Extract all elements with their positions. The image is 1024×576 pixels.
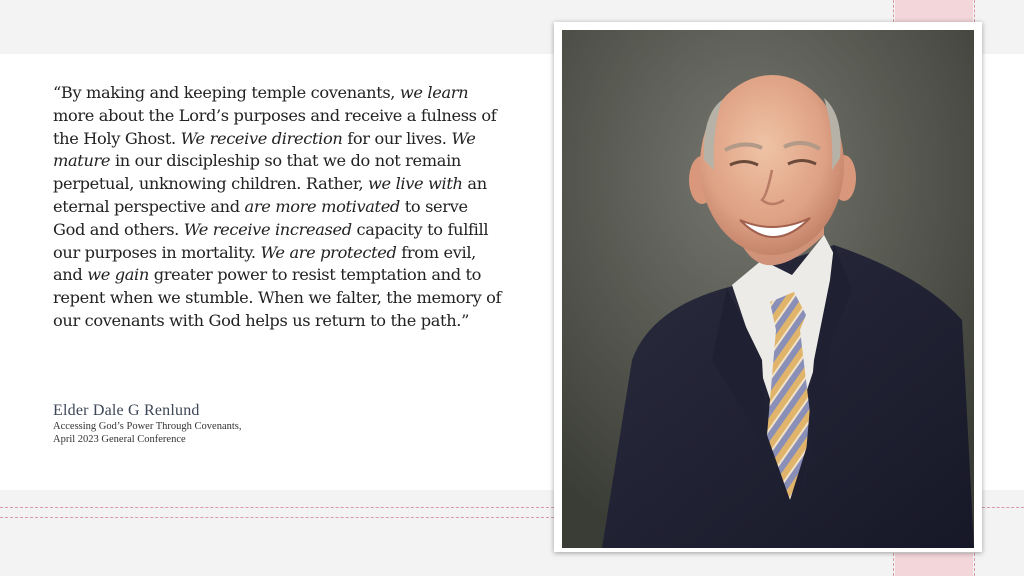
- portrait-frame: [554, 22, 982, 552]
- bottom-dashed-line-right: [982, 507, 1024, 508]
- quote-emphasis: We receive direction: [180, 128, 343, 148]
- top-dashed-right: [974, 0, 975, 22]
- bottom-dashed-right: [974, 553, 975, 576]
- quote-segment: from evil, and: [53, 242, 476, 285]
- quote-segment: for our lives.: [342, 128, 452, 148]
- quote-text: [53, 82, 503, 333]
- bottom-dashed-line: [0, 507, 554, 508]
- quote-segment: greater power to resist temptation and to repent when we stumble. When we falter, the memory of our covenants with God helps us return to the path.”: [53, 265, 502, 330]
- quote-segment: more about the Lord’s purposes and receive a fulness of the Holy Ghost.: [53, 105, 497, 148]
- portrait-photo: [562, 30, 974, 548]
- quote-emphasis: we gain: [87, 265, 149, 285]
- talk-event: April 2023 General Conference: [53, 433, 186, 445]
- quote-segment: “By making and keeping temple covenants,: [53, 83, 400, 102]
- quote-segment: capacity to fulfill our purposes in mortality.: [53, 219, 489, 262]
- top-dashed-left: [893, 0, 894, 22]
- talk-title: Accessing God’s Power Through Covenants,: [53, 421, 242, 432]
- quote-emphasis: we learn: [399, 83, 469, 102]
- talk-source: [53, 421, 353, 447]
- top-accent-block: [895, 0, 973, 22]
- quote-segment: in our discipleship so that we do not remain perpetual, unknowing children. Rather,: [53, 151, 461, 194]
- bottom-dashed-line-2: [0, 517, 554, 518]
- quote-emphasis: We receive increased: [183, 219, 352, 239]
- quote-segment: an eternal perspective and: [53, 174, 487, 216]
- quote-emphasis: We are protected: [260, 242, 397, 262]
- quote-segment: to serve God and others.: [53, 196, 468, 239]
- quote-emphasis: are more motivated: [244, 196, 400, 216]
- right-margin-panel: [980, 54, 1024, 490]
- quote-emphasis: we live with: [368, 174, 463, 194]
- bottom-accent-block: [895, 553, 973, 576]
- portrait-photo-icon: [562, 30, 974, 548]
- quote-emphasis: We mature: [53, 128, 476, 171]
- speaker-name: Elder Dale G Renlund: [53, 402, 200, 419]
- bottom-dashed-left: [893, 553, 894, 576]
